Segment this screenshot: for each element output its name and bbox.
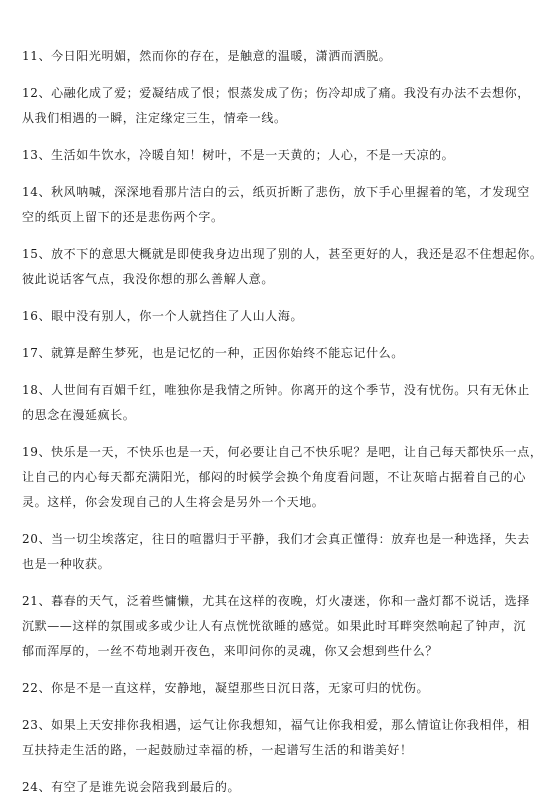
paragraph-line: 15、放不下的意思大概就是即使我身边出现了别的人，甚至更好的人，我还是忍不住想起你。 bbox=[22, 247, 542, 261]
paragraph-line: 21、暮春的天气，泛着些慵懒，尤其在这样的夜晚，灯火凄迷，你和一盏灯都不说话，选择 bbox=[22, 594, 530, 608]
paragraph-line: 17、就算是醉生梦死，也是记忆的一种，正因你始终不能忘记什么。 bbox=[22, 346, 404, 360]
paragraph-item bbox=[22, 378, 530, 428]
paragraph-line: 互扶持走生活的路，一起鼓励过幸福的桥，一起谱写生活的和谐美好！ bbox=[22, 743, 413, 757]
paragraph-item bbox=[22, 341, 484, 366]
paragraph-line: 的思念在漫延疯长。 bbox=[22, 408, 136, 422]
paragraph-line: 也是一种收获。 bbox=[22, 557, 111, 571]
document-body bbox=[22, 44, 542, 812]
paragraph-line: 23、如果上天安排你我相遇，运气让你我想知，福气让你我相爱，那么情谊让你我相伴，相 bbox=[22, 718, 530, 732]
paragraph-item bbox=[22, 713, 530, 763]
paragraph-line: 彼此说话客气点，我没你想的那么善解人意。 bbox=[22, 272, 275, 286]
paragraph-item bbox=[22, 81, 530, 131]
paragraph-item bbox=[22, 143, 484, 168]
paragraph-line: 19、快乐是一天，不快乐也是一天，何必要让自己不快乐呢？是吧，让自己每天都快乐一点， bbox=[22, 445, 542, 459]
paragraph-line: 让自己的内心每天都充满阳光，郁闷的时候学会换个角度看问题，不让灰暗占据着自己的心 bbox=[22, 470, 527, 484]
paragraph-line: 11、今日阳光明媚，然而你的存在，是触意的温暖，潇洒而洒脱。 bbox=[22, 49, 392, 63]
paragraph-line: 24、有空了是谁先说会陪我到最后的。 bbox=[22, 780, 241, 794]
paragraph-item bbox=[22, 589, 530, 664]
paragraph-item bbox=[22, 44, 484, 69]
paragraph-item bbox=[22, 440, 542, 515]
paragraph-line: 灵。这样，你会发现自己的人生将会是另外一个天地。 bbox=[22, 495, 325, 509]
paragraph-item bbox=[22, 676, 484, 701]
paragraph-line: 14、秋风呐喊，深深地看那片洁白的云，纸页折断了悲伤，放下手心里握着的笔，才发现空 bbox=[22, 185, 530, 199]
paragraph-line: 郁而浑厚的，一丝不苟地剥开夜色，来叩问你的灵魂，你又会想到些什么？ bbox=[22, 644, 438, 658]
paragraph-line: 13、生活如牛饮水，冷暖自知！树叶，不是一天黄的；人心，不是一天凉的。 bbox=[22, 148, 455, 162]
paragraph-line: 22、你是不是一直这样，安静地，凝望那些日沉日落，无家可归的忧伤。 bbox=[22, 681, 430, 695]
paragraph-item bbox=[22, 180, 530, 230]
paragraph-item bbox=[22, 304, 484, 329]
paragraph-line: 20、当一切尘埃落定，往日的喧嚣归于平静，我们才会真正懂得：放弃也是一种选择，失去 bbox=[22, 532, 530, 546]
paragraph-line: 18、人世间有百媚千红，唯独你是我情之所钟。你离开的这个季节，没有忧伤。只有无休止 bbox=[22, 383, 530, 397]
paragraph-item bbox=[22, 775, 484, 800]
paragraph-line: 12、心融化成了爱；爱凝结成了恨；恨蒸发成了伤；伤冷却成了痛。我没有办法不去想你， bbox=[22, 86, 530, 100]
paragraph-line: 沉默——这样的氛围或多或少让人有点恍恍欲睡的感觉。如果此时耳畔突然响起了钟声，沉 bbox=[22, 619, 527, 633]
paragraph-item bbox=[22, 242, 542, 292]
paragraph-item bbox=[22, 527, 530, 577]
paragraph-line: 从我们相遇的一瞬，注定缘定三生，情牵一线。 bbox=[22, 111, 287, 125]
paragraph-line: 空的纸页上留下的还是悲伤两个字。 bbox=[22, 210, 224, 224]
paragraph-line: 16、眼中没有别人，你一个人就挡住了人山人海。 bbox=[22, 309, 304, 323]
